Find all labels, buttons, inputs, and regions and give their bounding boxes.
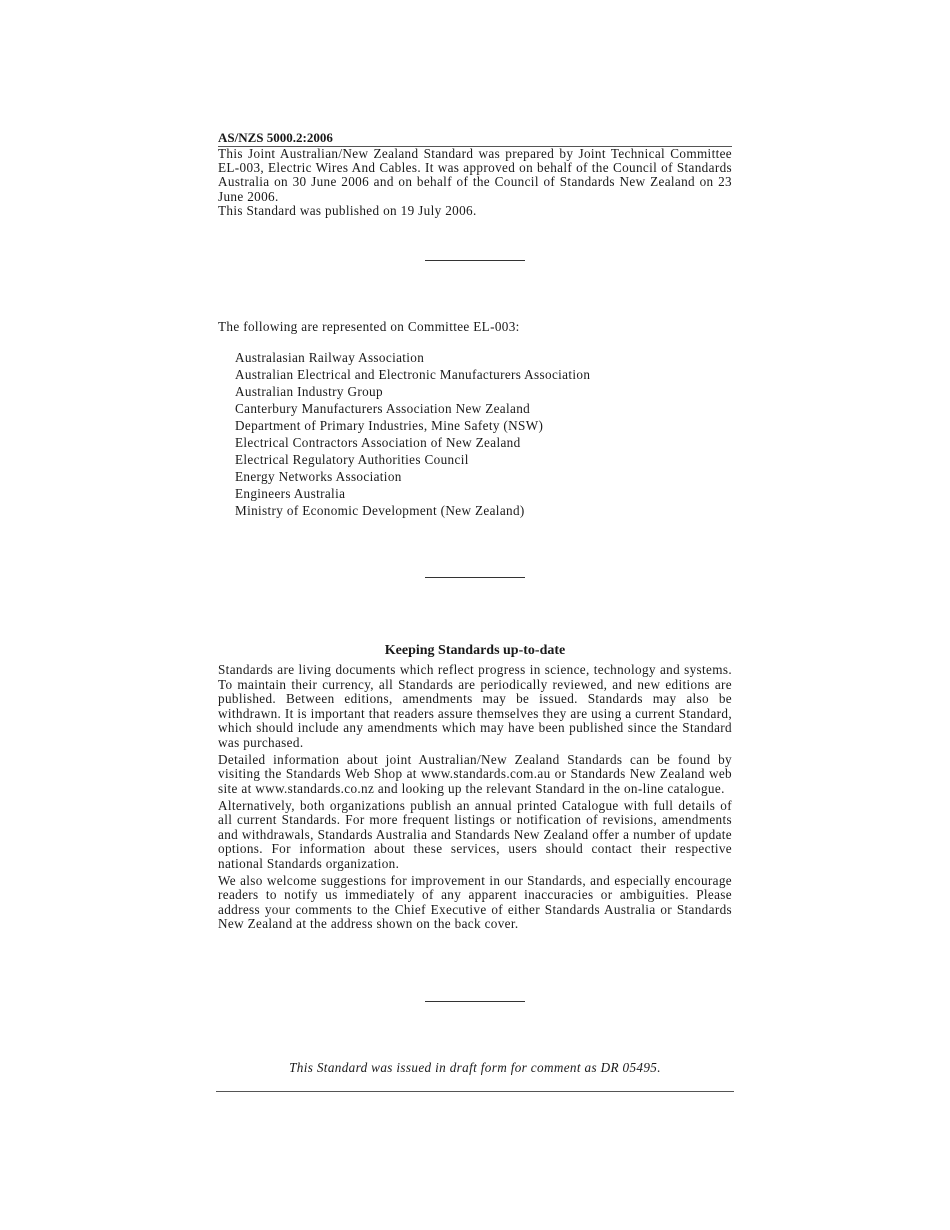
list-item: Ministry of Economic Development (New Zealand): [235, 503, 525, 518]
list-item: Canterbury Manufacturers Association New Zealand: [235, 401, 531, 416]
section-heading: Keeping Standards up-to-date: [384, 643, 566, 658]
list-item: Electrical Contractors Association of New Zealand: [235, 435, 521, 450]
approval-statement: [218, 147, 732, 218]
list-item: Engineers Australia: [235, 486, 346, 501]
list-item: Australasian Railway Association: [235, 350, 425, 365]
publication-date: This Standard was published on 19 July 2006.: [218, 202, 477, 218]
body-paragraph: Alternatively, both organizations publish an annual printed Catalogue with full details of all current Standards. For more frequent listings or notification of revisions, amendments and withdrawals, Standards Australia and Standards New Zealand offer a number of update options. For information about these services, users should contact their respective national Standards organization.: [218, 797, 732, 871]
body-paragraph: We also welcome suggestions for improvement in our Standards, and especially encourage readers to notify us immediately of any apparent inaccuracies or ambiguities. Please address your comments to the Chief Executive of either Standards Australia or Standards New Zealand at the address shown on the back cover.: [218, 872, 732, 931]
section-divider: [425, 577, 525, 578]
standard-id: AS/NZS 5000.2:2006: [218, 130, 732, 147]
section-divider: [425, 260, 525, 261]
section-divider: [425, 1001, 525, 1002]
list-item: Department of Primary Industries, Mine Safety (NSW): [235, 418, 544, 433]
list-item: Electrical Regulatory Authorities Council: [235, 452, 469, 467]
committee-members-list: [235, 349, 590, 519]
list-item: Energy Networks Association: [235, 469, 402, 484]
bottom-rule: [216, 1091, 734, 1092]
committee-intro: The following are represented on Committee EL-003:: [218, 319, 520, 334]
section-body: [218, 663, 732, 934]
body-paragraph: Standards are living documents which reflect progress in science, technology and systems. To maintain their currency, all Standards are periodically reviewed, and new editions are published. Between editions, amendments may be issued. Standards may also be withdrawn. It is important that readers assure themselves they are using a current Standard, which should include any amendments which may have been published since the Standard was purchased.: [218, 662, 732, 750]
list-item: Australian Electrical and Electronic Manufacturers Association: [235, 367, 591, 382]
approval-paragraph: This Joint Australian/New Zealand Standard was prepared by Joint Technical Committee EL-003, Electric Wires And Cables. It was approved on behalf of the Council of Standards Australia on 30 June 2006 and on behalf of the Council of Standards New Zealand on 23 June 2006.: [218, 146, 732, 204]
list-item: Australian Industry Group: [235, 384, 383, 399]
draft-note: This Standard was issued in draft form for comment as DR 05495.: [289, 1060, 661, 1075]
body-paragraph: Detailed information about joint Australian/New Zealand Standards can be found by visiting the Standards Web Shop at www.standards.com.au or Standards New Zealand web site at www.standards.co.nz and looking up the relevant Standard in the on-line catalogue.: [218, 751, 732, 796]
